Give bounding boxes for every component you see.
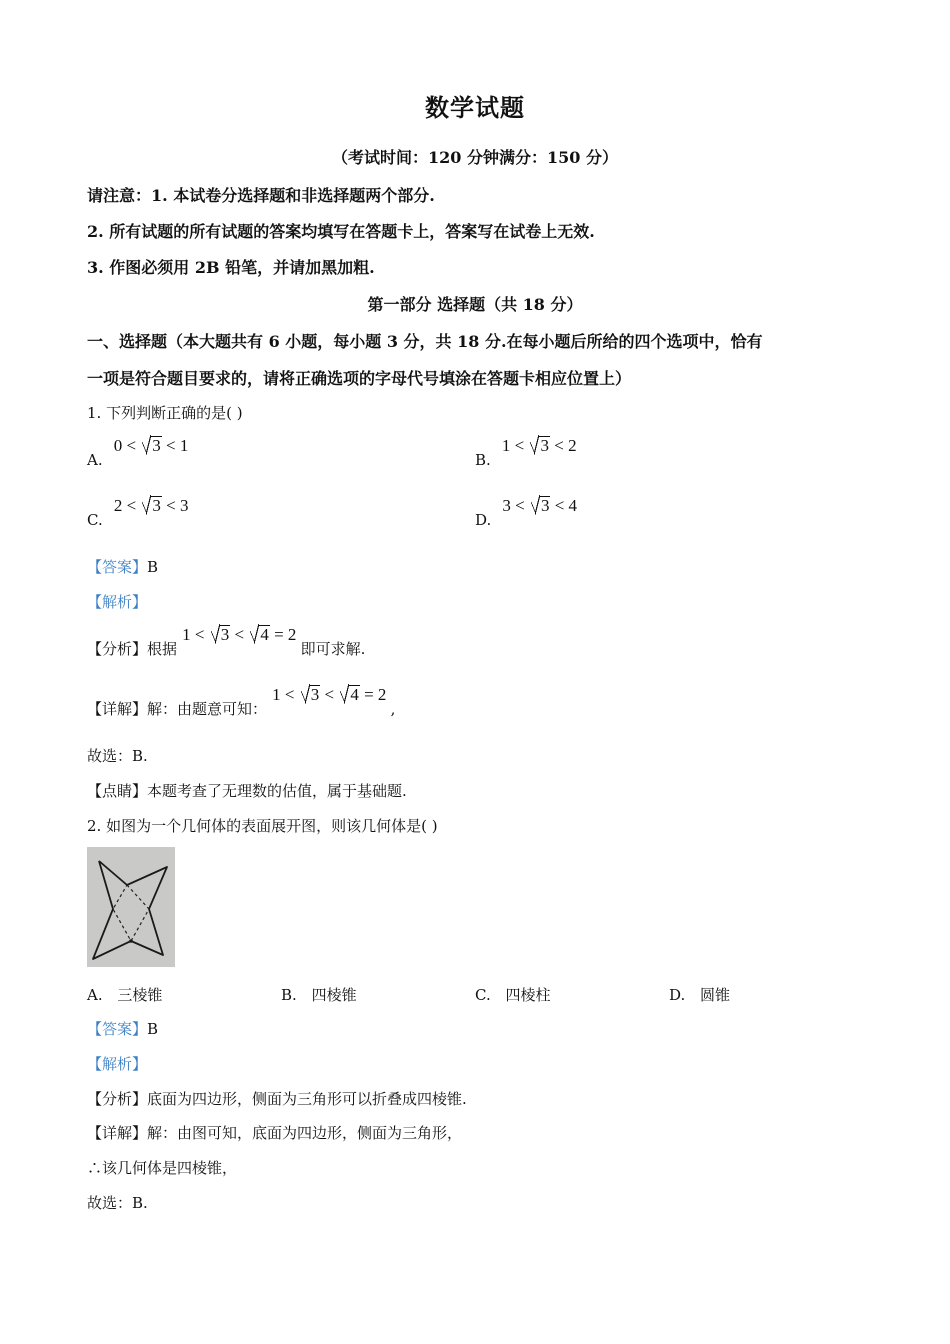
note-2: 2. 所有试题的所有试题的答案均填写在答题卡上，答案写在试卷上无效. [87,222,595,241]
q1-option-c-letter: C. [87,511,103,529]
expr-r1: 3 [310,685,320,704]
q2-option-c [475,984,551,1005]
q1-dianjing [87,780,407,801]
q1-option-d-letter: D. [475,511,492,529]
expr-r1: 3 [220,625,230,644]
sqrt-symbol [531,496,551,516]
q1-option-c-left: 2 < [113,496,137,515]
sqrt-symbol [250,625,270,645]
expr-mid: < [324,685,335,704]
q2-xiangjie-text: 解：由图可知，底面为四边形，侧面为三角形， [147,1124,463,1142]
section-heading-line2: 一项是符合题目要求的，请将正确选项的字母代号填涂在答题卡相应位置上） [87,369,632,388]
q1-option-c [87,496,189,529]
expr-a: 1 < [182,625,205,644]
q2-option-b-letter: B. [281,986,297,1004]
q2-option-a-text: 三棱锥 [117,986,163,1004]
q2-choose: 故选：B. [87,1194,148,1212]
net-figure-image [87,847,175,967]
exam-info: （考试时间：120 分钟满分：150 分） [332,148,618,167]
q1-option-b [475,436,577,469]
expr-mid: < [234,625,245,644]
note-1: 请注意：1. 本试卷分选择题和非选择题两个部分. [87,186,435,205]
q1-option-a [87,436,189,469]
q1-xiangjie-pre: 解：由题意可知： [147,700,268,718]
expr-r2: 4 [260,625,269,644]
q2-option-c-letter: C. [475,986,491,1004]
q2-fenxi-text: 底面为四边形，侧面为三角形可以折叠成四棱锥. [147,1090,467,1108]
sqrt-symbol [340,685,360,705]
q1-option-a-letter: A. [87,451,103,469]
q2-option-a [87,984,162,1005]
q1-fenxi-post: 即可求解. [300,640,366,658]
q2-option-c-text: 四棱柱 [505,986,551,1004]
q1-choose: 故选：B. [87,747,148,765]
part-title: 第一部分 选择题（共 18 分） [367,295,583,314]
q2-fenxi [87,1088,467,1109]
page-title: 数学试题 [425,93,525,122]
q2-option-b [281,984,357,1005]
q2-answer [87,1018,158,1039]
q1-answer [87,556,158,577]
q1-option-d [475,496,578,529]
expr-r2: 4 [350,685,359,704]
q1-option-a-right: < 1 [166,436,189,455]
q1-xiangjie-post: , [390,700,396,718]
dianjing-tag: 【点睛】 [87,782,148,800]
q1-option-b-left: 1 < [501,436,525,455]
q1-option-d-right: < 4 [554,496,578,515]
q2-xiangjie [87,1122,462,1143]
q1-dianjing-text: 本题考查了无理数的估值，属于基础题. [147,782,407,800]
fenxi-tag: 【分析】 [87,1090,148,1108]
xiangjie-tag: 【详解】 [87,700,148,718]
answer-tag: 【答案】 [87,558,148,576]
q2-stem: 2. 如图为一个几何体的表面展开图，则该几何体是( ) [87,817,438,835]
q1-fenxi [87,624,366,658]
q1-option-d-radicand: 3 [540,496,550,515]
q2-option-d-letter: D. [669,986,686,1004]
q1-option-a-left: 0 < [113,436,137,455]
section-heading-line1: 一、选择题（本大题共有 6 小题，每小题 3 分，共 18 分.在每小题后所给的四个选项中，恰有 [87,332,763,351]
q1-option-d-left: 3 < [502,496,525,515]
xiangjie-tag: 【详解】 [87,1124,148,1142]
q2-option-a-letter: A. [87,986,103,1004]
expr-end: = 2 [364,685,387,704]
q1-option-b-right: < 2 [554,436,577,455]
q1-option-b-radicand: 3 [540,436,549,455]
q2-option-d [669,984,730,1005]
q2-analysis-tag: 【解析】 [87,1055,148,1073]
fenxi-tag: 【分析】 [87,640,148,658]
q1-option-a-radicand: 3 [152,436,161,455]
note-3: 3. 作图必须用 2B 铅笔，并请加黑加粗. [87,258,375,277]
q1-option-c-radicand: 3 [152,496,161,515]
expr-a: 1 < [272,685,295,704]
sqrt-symbol [142,496,162,516]
sqrt-symbol [211,625,231,645]
q1-xiangjie [87,684,396,718]
q1-stem: 1. 下列判断正确的是( ) [87,404,243,422]
q2-option-b-text: 四棱锥 [311,986,357,1004]
sqrt-symbol [142,436,162,456]
q1-option-b-letter: B. [475,451,491,469]
q1-option-c-right: < 3 [166,496,189,515]
q1-analysis-tag: 【解析】 [87,593,148,611]
q1-answer-value: B [147,558,159,576]
sqrt-symbol [301,685,321,705]
pyramid-net-drawing [87,847,175,967]
q2-option-d-text: 圆锥 [700,986,731,1004]
answer-tag: 【答案】 [87,1020,148,1038]
q1-fenxi-pre: 根据 [147,640,178,658]
q2-answer-value: B [147,1020,159,1038]
q2-therefore: ∴该几何体是四棱锥， [87,1159,238,1177]
sqrt-symbol [530,436,550,456]
expr-end: = 2 [274,625,297,644]
